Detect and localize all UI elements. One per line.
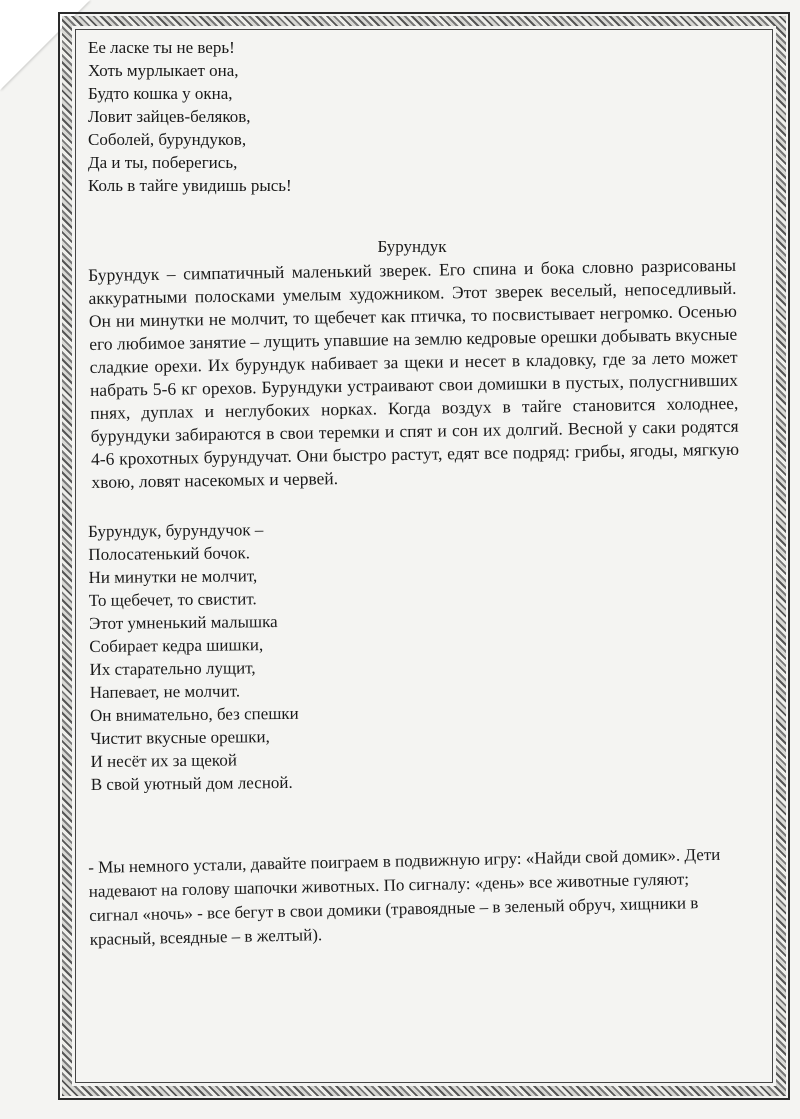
poem-line: Бурундук, бурундучок – (88, 520, 264, 541)
page-content (88, 36, 740, 969)
chipmunk-poem (88, 513, 739, 796)
poem-line: Коль в тайге увидишь рысь! (88, 176, 292, 195)
lynx-poem (88, 36, 736, 197)
poem-line: В свой уютный дом лесной. (90, 772, 293, 794)
poem-line: То щебечет, то свистит. (88, 589, 257, 610)
poem-line: И несёт их за щекой (90, 750, 237, 771)
poem-line: Этот умненький малышка (88, 612, 278, 633)
poem-line: Да и ты, поберегись, (88, 153, 238, 172)
chipmunk-paragraph: Бурундук – симпатичный маленький зверек. Его спина и бока словно разрисованы аккуратными полосками умелым художником. Этот зверек веселый, непоседливый. Он ни минутки не молчит, то щебечет как птичка, то посвистывает негромко. Осенью его любимое занятие – лущить упавшие на землю кедровые орешки добывать вкусные сладкие орехи. Их бурундук набивает за щеки и несет в кладовку, где за лето может набрать 5-6 кг орехов. Бурундуки устраивают свои домишки в пустых, полусгнивших пнях, дуплах и неглубоких норках. Когда воздух в тайге становится холоднее, бурундуки забираются в свои теремки и спят и сон их долгий. Весной у саки родятся 4-6 крохотных бурундучат. Они быстро растут, едят все подряд: грибы, ягоды, мягкую хвою, ловят насекомых и червей. (88, 254, 740, 492)
poem-line: Полосатенький бочок. (88, 543, 251, 564)
poem-line: Собирает кедра шишки, (89, 635, 264, 656)
poem-line: Их старательно лущит, (89, 658, 256, 679)
poem-line: Будто кошка у окна, (88, 84, 233, 103)
poem-line: Ловит зайцев-беляков, (88, 107, 251, 126)
poem-line: Хоть мурлыкает она, (88, 61, 239, 80)
poem-line: Чистит вкусные орешки, (90, 727, 270, 748)
poem-line: Он внимательно, без спешки (89, 703, 299, 725)
poem-line: Ее ласке ты не верь! (88, 38, 235, 57)
section-title: Бурундук (377, 237, 447, 256)
poem-line: Напевает, не молчит. (89, 681, 241, 702)
poem-line: Соболей, бурундуков, (88, 130, 247, 149)
game-instructions: - Мы немного устали, давайте поиграем в подвижную игру: «Найди свой домик». Дети надевают на голову шапочки животных. По сигналу: «день» все животные гуляют; сигнал «ночь» - все бегут в свои домики (травоядные – в зеленый обруч, хищники в красный, всеядные – в желтый). (88, 844, 721, 949)
poem-line: Ни минутки не молчит, (88, 566, 258, 587)
